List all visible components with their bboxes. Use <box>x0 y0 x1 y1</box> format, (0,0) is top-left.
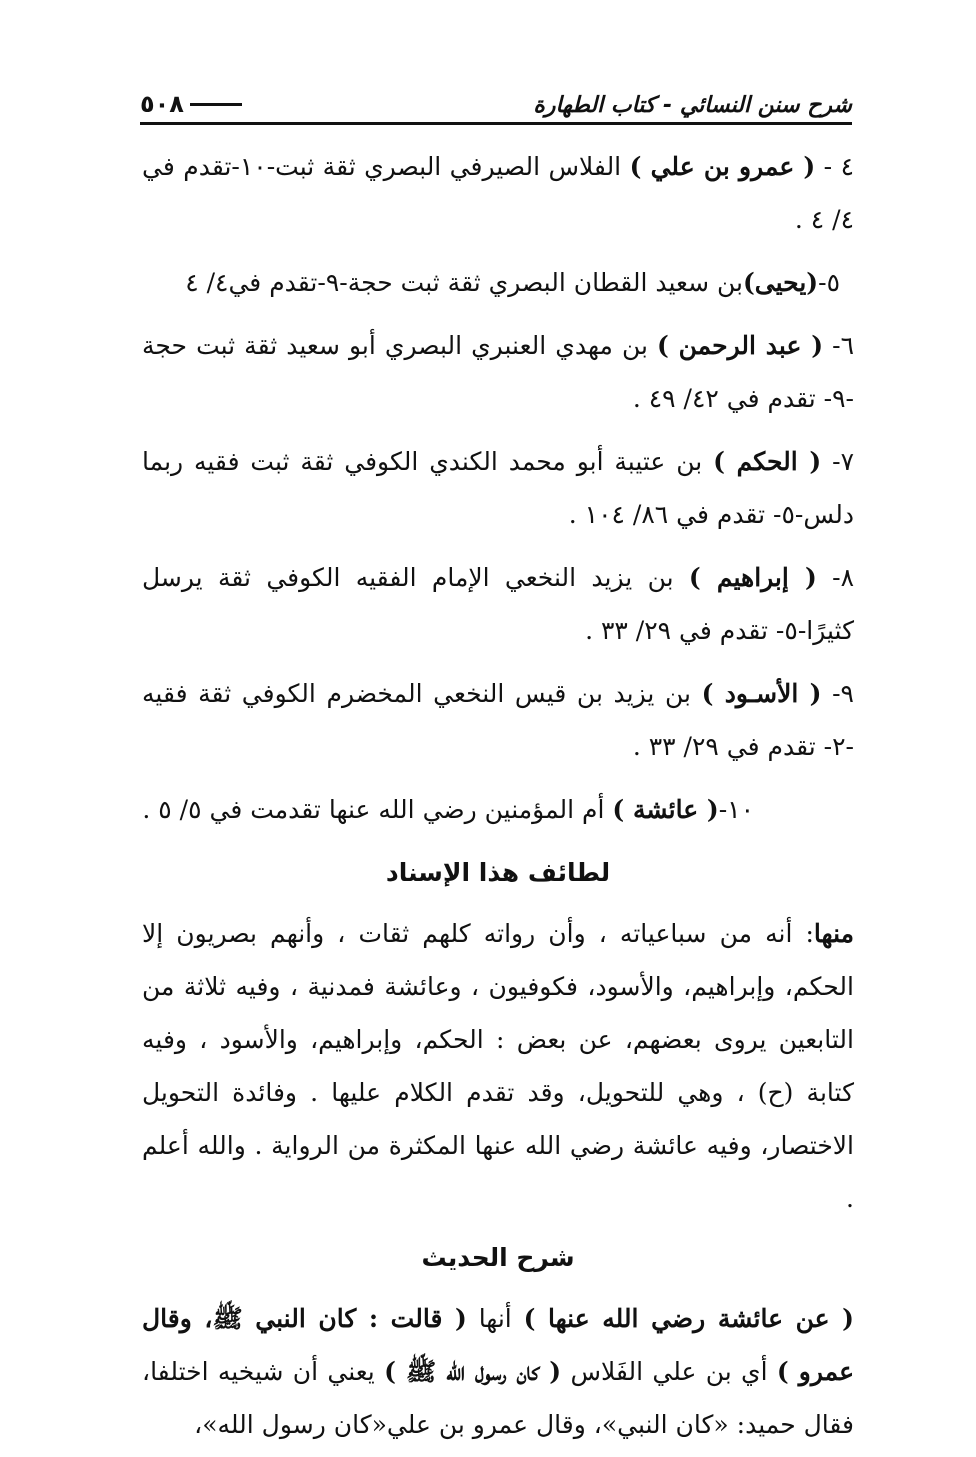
narrator-name: ( عمرو بن علي ) <box>629 152 816 181</box>
narrator-item-5: ٥-(يحيى)بن سعيد القطان البصري ثقة ثبت حجة-٩-تقدم في٤/ ٤ <box>185 268 840 297</box>
narrator-name: ( الحكم ) <box>713 447 822 476</box>
narrator-item-8: ٨- ( إبراهيم ) بن يزيد النخعي الإمام الفقيه الكوفي ثقة يرسل كثيرًا-٥- تقدم في ٢٩/ ٣٣ . <box>142 563 855 645</box>
narrator-name: ( عبد الرحمن ) <box>657 331 824 360</box>
section-heading-isnad: لطائف هذا الإسناد <box>385 858 611 887</box>
narrator-item-6: ٦- ( عبد الرحمن ) بن مهدي العنبري البصري أبو سعيد ثقة ثبت حجة -٩- تقدم في ٤٢/ ٤٩ . <box>142 331 854 413</box>
page-header <box>140 78 852 125</box>
narrator-item-7: ٧- ( الحكم ) بن عتيبة أبو محمد الكندي الكوفي ثقة ثبت فقيه ربما دلس-٥- تقدم في ٨٦/ ١٠٤ . <box>142 447 854 529</box>
page-number: ٥٠٨ <box>140 90 184 118</box>
isnad-paragraph: منها: أنه من سباعياته ، وأن رواته كلهم ثقات ، وأنهم بصريون إلا الحكم، وإبراهيم، والأسود، فكوفيون ، وعائشة فمدنية ، وفيه ثلاثة من التابعين يروى بعضهم، عن بعض : الحكم، وإبراهيم، والأسود ، وفيه كتابة (ح) ، وهي للتحويل، وقد تقدم الكلام عليها . وفائدة التحويل الاختصار، وفيه عائشة رضي الله عنها المكثرة من الرواية . والله أعلم . <box>142 919 854 1213</box>
narrator-name: (يحيى) <box>742 268 819 297</box>
page-body <box>142 140 854 1457</box>
sharh-paragraph: ( عن عائشة رضي الله عنها ) أنها ( قالت : كان النبي ﷺ، وقال عمرو ) أي بن علي الفَلاس ( كان رسول الله ﷺ ) يعني أن شيخيه اختلفا، فقال حميد: «كان النبي»، وقال عمرو بن علي«كان رسول الله»، <box>142 1304 854 1439</box>
narrator-name: ( عائشة ) <box>612 795 719 824</box>
narrator-item-9: ٩- ( الأسـود ) بن يزيد بن قيس النخعي المخضرم الكوفي ثقة فقيه -٢- تقدم في ٢٩/ ٣٣ . <box>142 679 854 761</box>
section-heading-sharh: شرح الحديث <box>421 1243 575 1272</box>
paragraph-lead: منها <box>813 919 854 948</box>
narrator-name: ( إبراهيم ) <box>688 563 817 592</box>
header-dash <box>190 103 242 106</box>
narrator-item-10: ١٠-( عائشة ) أم المؤمنين رضي الله عنها تقدمت في ٥/ ٥ . <box>142 795 754 824</box>
narrator-item-4: ٤ - ( عمرو بن علي ) الفلاس الصيرفي البصري ثقة ثبت-١٠-تقدم في ٤/ ٤ . <box>142 152 854 234</box>
page-number-block <box>140 90 242 118</box>
header-rule <box>140 122 852 125</box>
narrator-name: ( الأسـود ) <box>701 679 822 708</box>
running-title: شرح سنن النسائي - كتاب الطهارة <box>533 93 852 118</box>
